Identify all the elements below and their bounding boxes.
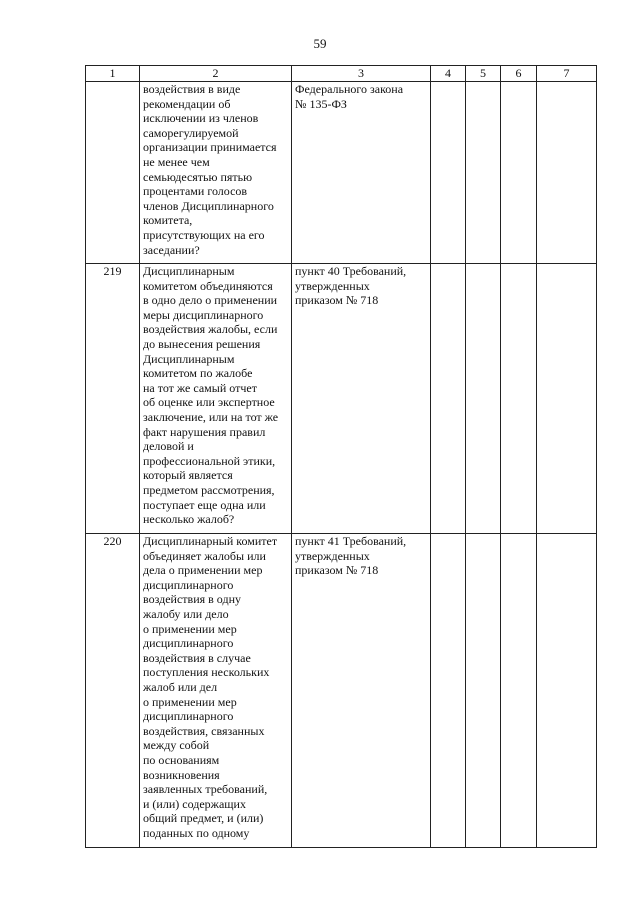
empty-cell [431, 264, 466, 534]
header-cell-3: 3 [292, 66, 431, 82]
empty-cell [431, 82, 466, 264]
requirements-table [85, 65, 597, 848]
table-row [86, 534, 597, 848]
question-text: Дисциплинарным комитетом объединяются в одно дело о применении меры дисциплинарного воздействия жалобы, если до вынесения решения Дисциплинарным комитетом по жалобе на тот же самый отчет об оценке или экспертное заключение, или на тот же факт нарушения правил деловой и профессиональной этики, который является предметом рассмотрения, поступает еще одна или несколько жалоб? [140, 264, 292, 534]
legal-reference: пункт 40 Требований, утвержденных приказом № 718 [292, 264, 431, 534]
empty-cell [466, 534, 501, 848]
legal-reference: пункт 41 Требований, утвержденных приказом № 718 [292, 534, 431, 848]
empty-cell [537, 82, 597, 264]
empty-cell [501, 534, 537, 848]
row-number [86, 82, 140, 264]
empty-cell [466, 82, 501, 264]
header-cell-6: 6 [501, 66, 537, 82]
table-row [86, 82, 597, 264]
header-cell-2: 2 [140, 66, 292, 82]
header-row [86, 66, 597, 82]
header-cell-1: 1 [86, 66, 140, 82]
empty-cell [537, 534, 597, 848]
question-text: воздействия в виде рекомендации об исключении из членов саморегулируемой организации принимается не менее чем семьюдесятью пятью процентами голосов членов Дисциплинарного комитета, присутствующих на его заседании? [140, 82, 292, 264]
row-number: 220 [86, 534, 140, 848]
header-cell-4: 4 [431, 66, 466, 82]
empty-cell [466, 264, 501, 534]
page-number: 59 [313, 36, 327, 51]
legal-reference: Федерального закона № 135-ФЗ [292, 82, 431, 264]
question-text: Дисциплинарный комитет объединяет жалобы или дела о применении мер дисциплинарного воздействия в одну жалобу или дело о применении мер дисциплинарного воздействия в случае поступления нескольких жалоб или дел о применении мер дисциплинарного воздействия, связанных между собой по основаниям возникновения заявленных требований, и (или) содержащих общий предмет, и (или) поданных по одному [140, 534, 292, 848]
empty-cell [501, 264, 537, 534]
header-cell-5: 5 [466, 66, 501, 82]
empty-cell [501, 82, 537, 264]
empty-cell [431, 534, 466, 848]
header-cell-7: 7 [537, 66, 597, 82]
empty-cell [537, 264, 597, 534]
table-row [86, 264, 597, 534]
row-number: 219 [86, 264, 140, 534]
